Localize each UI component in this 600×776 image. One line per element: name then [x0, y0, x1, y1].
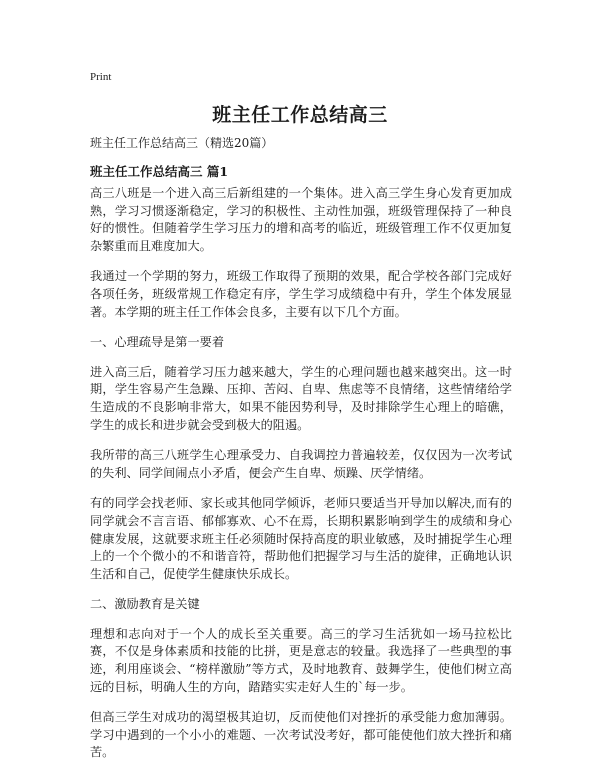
paragraph-6: 理想和志向对于一个人的成长至关重要。高三的学习生活犹如一场马拉松比赛，不仅是身体素质和技能的比拼，更是意志的较量。我选择了一些典型的事迹，利用座谈会、“榜样激励”等方式，及时地教育、鼓舞学生，使他们树立高远的目标，明确人生的方向，踏踏实实走好人生的`每一步。	[90, 626, 512, 694]
paragraph-5: 有的同学会找老师、家长或其他同学倾诉，老师只要适当开导加以解决,而有的同学就会不言言语、郁郁寡欢、心不在焉，长期积累影响到学生的成绩和身心健康发展，这就要求班主任必须随时保持高度的职业敏感，及时捕捉学生心理上的一个个微小的不和谐音符，帮助他们把握学习与生活的旋律，正确地认识生活和自己，促使学生健康快乐成长。	[90, 496, 512, 581]
subheading-psychological: 一、心理疏导是第一要着	[90, 335, 225, 350]
paragraph-4: 我所带的高三八班学生心理承受力、自我调控力普遍较差，仅仅因为一次考试的失利、同学间闹点小矛盾，便会产生自卑、烦躁、厌学情绪。	[90, 448, 512, 480]
paragraph-7: 但高三学生对成功的渴望极其迫切，反而使他们对挫折的承受能力愈加薄弱。学习中遇到的一个小小的难题、一次考试没考好，都可能使他们放大挫折和痛苦。	[90, 710, 512, 760]
section-title: 班主任工作总结高三 篇1	[90, 164, 229, 179]
paragraph-2: 我通过一个学期的努力，班级工作取得了预期的效果，配合学校各部门完成好各项任务，班级常规工作稳定有序，学生学习成绩稳中有升，学生个体发展显著。本学期的班主任工作体会良多，主要有以下几个方面。	[90, 269, 512, 319]
subheading-motivation: 二、激励教育是关键	[90, 597, 200, 612]
paragraph-3: 进入高三后，随着学习压力越来越大，学生的心理问题也越来越突出。这一时期，学生容易产生急躁、压抑、苦闷、自卑、焦虑等不良情绪，这些情绪给学生造成的不良影响非常大，如果不能因势利导，及时排除学生心理上的暗礁，学生的成长和进步就会受到极大的阻遏。	[90, 364, 512, 432]
document-title: 班主任工作总结高三	[212, 104, 388, 126]
paragraph-1: 高三八班是一个进入高三后新组建的一个集体。进入高三学生身心发育更加成熟，学习习惯逐渐稳定，学习的积极性、主动性加强，班级管理保持了一种良好的惯性。但随着学生学习压力的增和高考的临近，班级管理工作不仅更加复杂繁重而且难度加大。	[90, 186, 512, 253]
document-subtitle: 班主任工作总结高三（精选20篇）	[90, 136, 274, 150]
document-body	[90, 185, 512, 775]
print-link[interactable]: Print	[90, 71, 112, 83]
